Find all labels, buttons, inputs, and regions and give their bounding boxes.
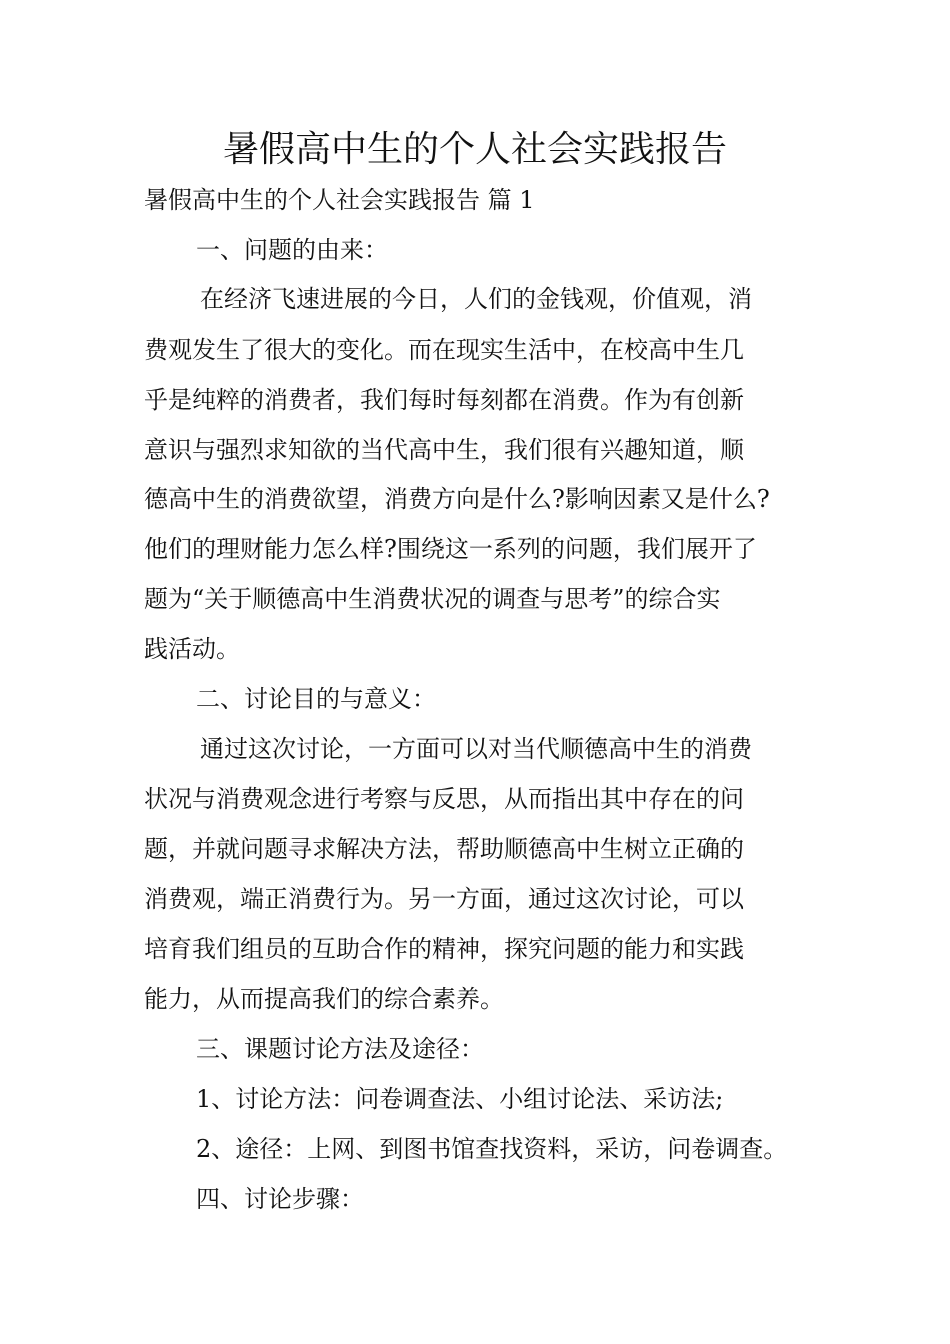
paragraph-line: 题，并就问题寻求解决方法，帮助顺德高中生树立正确的	[144, 835, 744, 863]
paragraph-line: 践活动。	[144, 635, 240, 663]
section-heading: 一、问题的由来：	[196, 236, 388, 264]
paragraph-line: 消费观，端正消费行为。另一方面，通过这次讨论，可以	[144, 885, 744, 913]
paragraph-line: 题为“关于顺德高中生消费状况的调查与思考”的综合实	[144, 585, 721, 613]
paragraph-line: 状况与消费观念进行考察与反思，从而指出其中存在的问	[144, 785, 744, 813]
paragraph-line: 乎是纯粹的消费者，我们每时每刻都在消费。作为有创新	[144, 386, 744, 414]
paragraph-line: 培育我们组员的互助合作的精神，探究问题的能力和实践	[144, 935, 744, 963]
paragraph-line: 意识与强烈求知欲的当代高中生，我们很有兴趣知道，顺	[144, 436, 744, 464]
list-item: 2、途径：上网、到图书馆查找资料，采访，问卷调查。	[196, 1135, 788, 1163]
report-subtitle: 暑假高中生的个人社会实践报告 篇 1	[144, 186, 535, 214]
paragraph-line: 能力，从而提高我们的综合素养。	[144, 985, 504, 1013]
document-title: 暑假高中生的个人社会实践报告	[222, 129, 727, 170]
paragraph-line: 通过这次讨论，一方面可以对当代顺德高中生的消费	[200, 735, 752, 763]
list-item: 1、讨论方法：问卷调查法、小组讨论法、采访法;	[196, 1085, 724, 1113]
paragraph-line: 在经济飞速进展的今日，人们的金钱观，价值观，消	[200, 285, 752, 313]
paragraph-line: 费观发生了很大的变化。而在现实生活中，在校高中生几	[144, 336, 744, 364]
section-heading: 三、课题讨论方法及途径：	[196, 1035, 484, 1063]
section-heading: 四、讨论步骤：	[196, 1185, 364, 1213]
paragraph-line: 德高中生的消费欲望，消费方向是什么?影响因素又是什么?	[144, 485, 770, 513]
paragraph-line: 他们的理财能力怎么样?围绕这一系列的问题，我们展开了	[144, 535, 757, 563]
section-heading: 二、讨论目的与意义：	[196, 685, 436, 713]
